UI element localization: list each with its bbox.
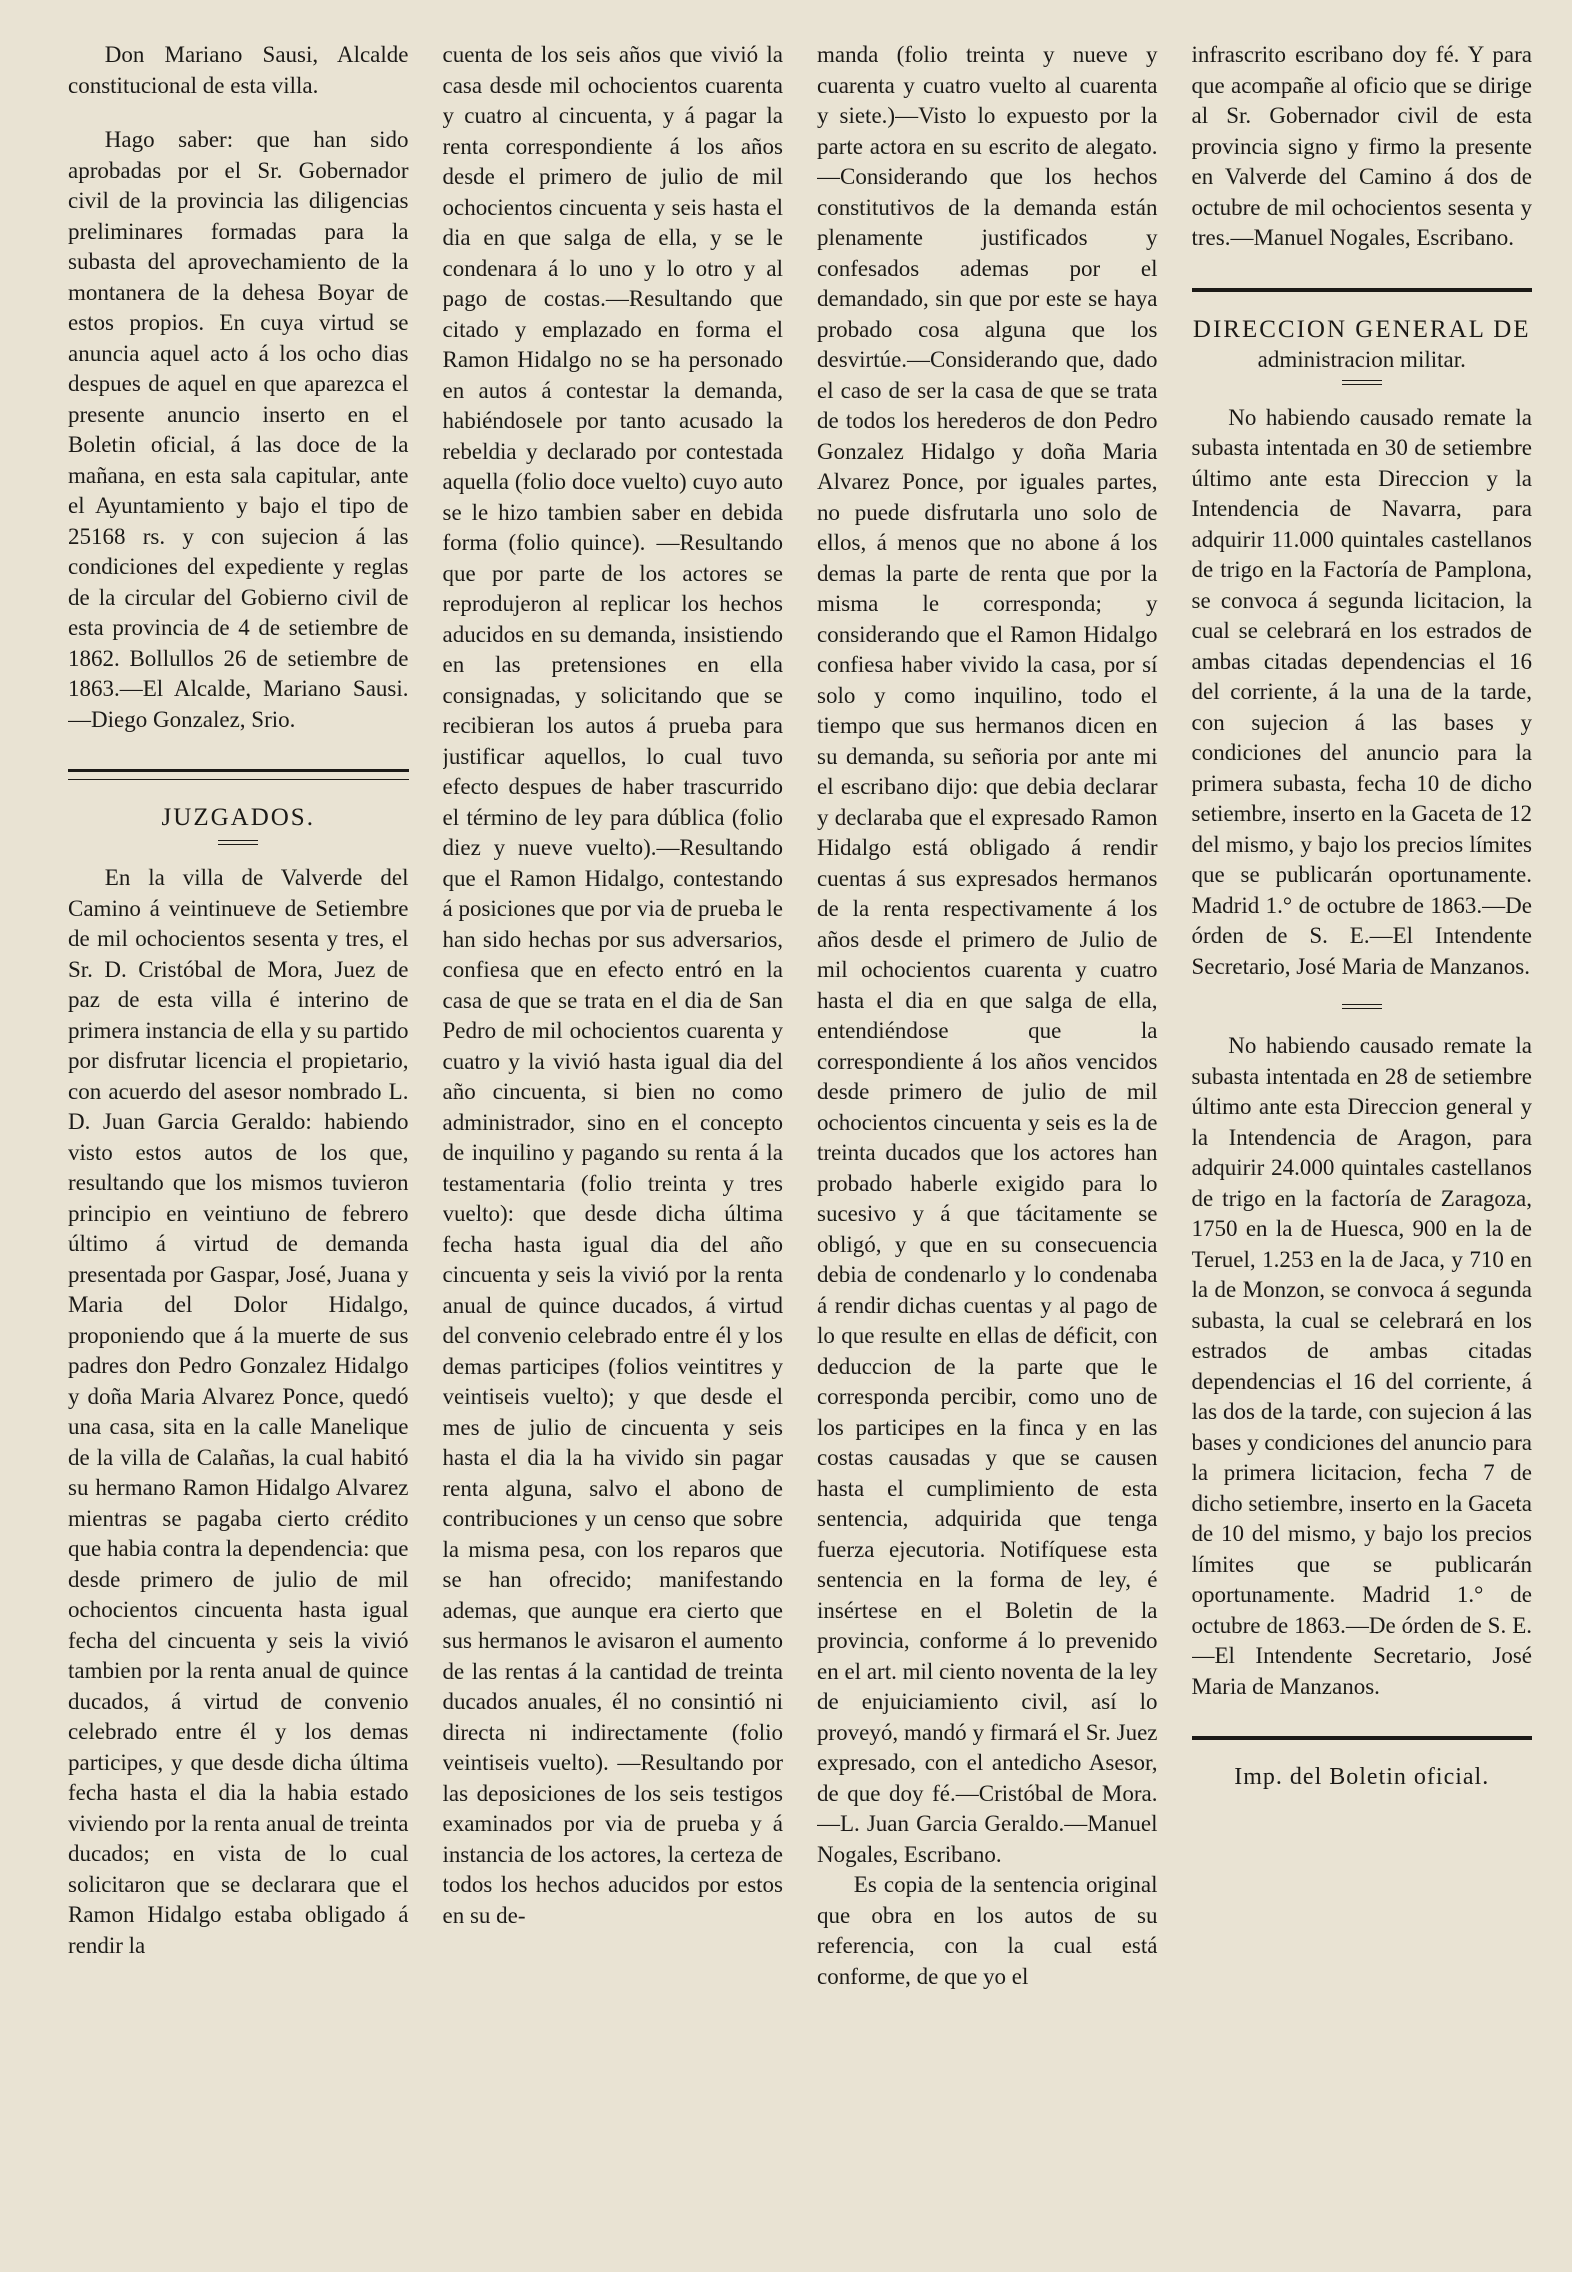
notice-separator	[1342, 1004, 1382, 1009]
auction-notice-aragon: No habiendo causado remate la subasta intentada en 28 de setiembre último ante esta Direccion general y la Intendencia de Aragon, para adquirir 24.000 quintales castellanos de trigo en la factoría de Zaragoza, 1750 en la de Huesca, 900 en la de Teruel, 1.253 en la de Jaca, y 710 en la de Monzon, se convoca á segunda subasta, la cual se celebrará en los estrados de ambas citadas dependencias el 16 del corriente, á las dos de la tarde, con sujecion á las bases y condiciones del anuncio para la primera licitacion, fecha 7 de dicho setiembre, inserto en la Gaceta de 10 del mismo, y bajo los precios límites que se publicarán oportunamente. Madrid 1.° de octubre de 1863.—De órden de S. E.—El Intendente Secretario, José Maria de Manzanos.	[1191, 1033, 1532, 1699]
section-heading-juzgados: JUZGADOS.	[161, 804, 315, 831]
auction-notice-navarra: No habiendo causado remate la subasta intentada en 30 de setiembre último ante esta Direccion y la Intendencia de Navarra, para adquirir 11.000 quintales castellanos de trigo en la Factoría de Pamplona, se convoca á segunda licitacion, la cual se celebrará en los estrados de ambas citadas dependencias el 16 del corriente, á la una de la tarde, con sujecion á las bases y condiciones del anuncio para la primera subasta, fecha 10 de dicho setiembre, inserto en la Gaceta de 12 del mismo, y bajo los precios límites que se publicarán oportunamente. Madrid 1.° de octubre de 1863.—De órden de S. E.—El Intendente Secretario, José Maria de Manzanos.	[1191, 404, 1532, 979]
court-sentence-part-3: manda (folio treinta y nueve y cuarenta y cuatro vuelto al cuarenta y siete.)—Visto lo expuesto por la parte actora en su escrito de alegato.—Considerando que los hechos constitutivos de la demanda están plenamente justificados y confesados ademas por el demandado, sin que por este se haya probado cosa alguna que los desvirtúe.—Considerando que, dado el caso de ser la casa de que se trata de todos los herederos de don Pedro Gonzalez Hidalgo y doña Maria Alvarez Ponce, por iguales partes, no puede disfrutarla uno solo de ellos, á menos que no abone á los demas la parte de renta que por la misma le corresponda; y considerando que el Ramon Hidalgo confiesa haber vivido la casa, por sí solo y como inquilino, todo el tiempo que sus hermanos dicen en su demanda, su señoria por ante mi el escribano dijo: que debia declarar y declaraba que el expresado Ramon Hidalgo está obligado á rendir cuentas á sus expresados hermanos de la renta respectivamente á los años desde el primero de Julio de mil ochocientos cuarenta y cuatro hasta el dia en que salga de ella, entendiéndose que la correspondiente á los años vencidos desde primero de julio de mil ochocientos cincuenta y seis es la de treinta ducados que los actores han probado haberle exigido para lo sucesivo y á que tácitamente se obligó, y que en su consecuencia debia de condenarlo y lo condenaba á rendir dichas cuentas y al pago de lo que resulte en ellas de déficit, con deduccion de la parte que le corresponda percibir, como uno de los participes en la finca y en las costas causadas y que se causen hasta el cumplimiento de esta sentencia, adquirida que tenga fuerza ejecutoria. Notifíquese esta sentencia en la forma de ley, é insértese en el Boletin de la provincia, conforme á lo prevenido en el art. mil ciento noventa de la ley de enjuiciamiento civil, así lo proveyó, mandó y firmará el Sr. Juez expresado, con el antedicho Asesor, de que doy fé.—Cristóbal de Mora.—L. Juan Garcia Geraldo.—Manuel Nogales, Escribano.	[817, 42, 1158, 1867]
column-3	[817, 40, 1158, 2232]
printer-imprint: Imp. del Boletin oficial.	[1234, 1764, 1490, 1790]
text-columns	[68, 40, 1532, 2232]
section-divider	[68, 769, 409, 780]
column-2	[443, 40, 784, 2232]
mayor-notice-body: Hago saber: que han sido aprobadas por el Sr. Gobernador civil de la provincia las diligencias preliminares formadas para la subasta del aprovechamiento de la montanera de la dehesa Boyar de estos propios. En cuya virtud se anuncia aquel acto á los ocho dias despues de aquel en que aparezca el presente anuncio inserto en el Boletin oficial, á las doce de la mañana, en esta sala capitular, ante el Ayuntamiento y bajo el tipo de 25168 rs. y con sujecion á las condiciones del expediente y reglas de la circular del Gobierno civil de esta provincia de 4 de setiembre de 1862. Bollullos 26 de setiembre de 1863.—El Alcalde, Mariano Sausi.—Diego Gonzalez, Srio.	[68, 127, 409, 732]
section-subheading: administracion militar.	[1257, 346, 1466, 372]
footer-divider	[1192, 1736, 1533, 1740]
column-4	[1192, 40, 1533, 2232]
section-heading-direccion: DIRECCION GENERAL DE	[1192, 315, 1531, 343]
notary-closing: infrascrito escribano doy fé. Y para que acompañe al oficio que se dirige al Sr. Gobernador civil de esta provincia signo y firmo la presente en Valverde del Camino á dos de octubre de mil ochocientos sesenta y tres.—Manuel Nogales, Escribano.	[1191, 42, 1532, 250]
column-1	[68, 40, 409, 2232]
certified-copy-text: Es copia de la sentencia original que obra en los autos de su referencia, con la cual está conforme, de que yo el	[817, 1872, 1158, 1989]
heading-dash	[218, 840, 258, 845]
court-sentence-part-2: cuenta de los seis años que vivió la casa desde mil ochocientos cuarenta y cuatro al cincuenta, y á pagar la renta correspondiente á los años desde el primero de julio de mil ochocientos cincuenta y seis hasta el dia en que salga de ella, y se le condenara á lo uno y lo otro y al pago de costas.—Resultando que citado y emplazado en forma el Ramon Hidalgo no se ha personado en autos á contestar la demanda, habiéndosele por tanto acusado la rebeldia y declarado por contestada aquella (folio doce vuelto) cuyo auto se le hizo tambien saber en debida forma (folio quince). —Resultando que por parte de los actores se reprodujeron al replicar los hechos aducidos en su demanda, insistiendo en las pretensiones en ella consignadas, y solicitando que se recibieran los autos á prueba para justificar aquellos, lo cual tuvo efecto despues de haber trascurrido el término de ley para dública (folio diez y nueve vuelto).—Resultando que el Ramon Hidalgo, contestando á posiciones que por via de prueba le han sido hechas por sus adversarios, confiesa que en efecto entró en la casa de que se trata en el dia de San Pedro de mil ochocientos cuarenta y cuatro y la vivió hasta igual dia del año cincuenta, si bien no como administrador, sino en el concepto de inquilino y pagando su renta á la testamentaria (folio treinta y tres vuelto): que desde dicha última fecha hasta igual dia del año cincuenta y seis la vivió por la renta anual de quince ducados, á virtud del convenio celebrado entre él y los demas participes (folios veintitres y veintiseis vuelto); y que desde el mes de julio de cincuenta y seis hasta el dia la ha vivido sin pagar renta alguna, salvo el abono de contribuciones y un censo que sobre la misma pesa, con los reparos que se han ofrecido; manifestando ademas, que aunque era cierto que sus hermanos le avisaron el aumento de las rentas á la cantidad de treinta ducados anuales, él no consintió ni directa ni indirectamente (folio veintiseis vuelto). —Resultando por las deposiciones de los seis testigos examinados por via de prueba y á instancia de los actores, la certeza de todos los hechos aducidos por estos en su de-	[442, 42, 783, 1928]
mayor-notice-header: Don Mariano Sausi, Alcalde constitucional de esta villa.	[68, 42, 409, 98]
heading-dash	[1342, 380, 1382, 385]
court-sentence-part-1: En la villa de Valverde del Camino á veintinueve de Setiembre de mil ochocientos sesenta y tres, el Sr. D. Cristóbal de Mora, Juez de paz de esta villa é interino de primera instancia de ella y su partido por disfrutar licencia el propietario, con acuerdo del asesor nombrado L. D. Juan Garcia Geraldo: habiendo visto estos autos de los que, resultando que los mismos tuvieron principio en veintiuno de febrero último á virtud de demanda presentada por Gaspar, José, Juana y Maria del Dolor Hidalgo, proponiendo que á la muerte de sus padres don Pedro Gonzalez Hidalgo y doña Maria Alvarez Ponce, quedó una casa, sita en la calle Manelique de la villa de Calañas, la cual habitó su hermano Ramon Hidalgo Alvarez mientras se pagaba cierto crédito que habia contra la dependencia: que desde primero de julio de mil ochocientos cincuenta hasta igual fecha del cincuenta y seis la vivió tambien por la renta anual de quince ducados, á virtud de convenio celebrado entre él y los demas participes, y que desde dicha última fecha hasta el dia la habia estado viviendo por la renta anual de treinta ducados; en vista de lo cual solicitaron que se declarara que el Ramon Hidalgo estaba obligado á rendir la	[68, 865, 409, 1958]
section-divider	[1192, 288, 1533, 292]
